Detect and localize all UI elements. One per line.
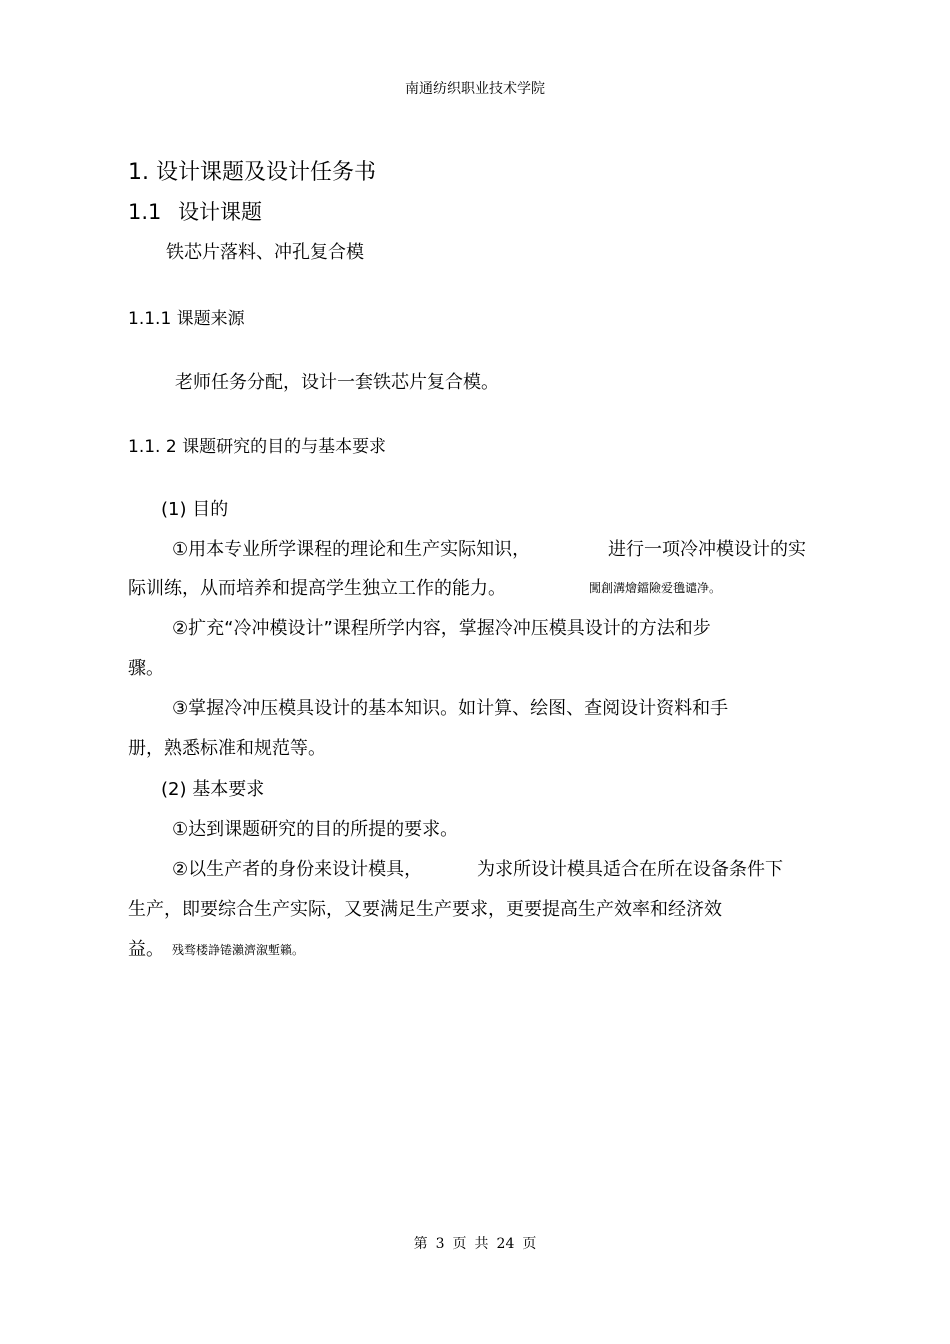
requirement-2-line3: 益。 — [128, 939, 164, 960]
requirement-2-note: 残骛楼諍锩瀨濟溆塹籟。 — [172, 943, 305, 957]
purpose-3-line2: 册，熟悉标准和规范等。 — [128, 738, 326, 759]
section-1-1-1-title: 1.1.1 课题来源 — [128, 309, 245, 329]
topic-source-text: 老师任务分配，设计一套铁芯片复合模。 — [175, 372, 499, 393]
page-footer — [0, 1233, 950, 1253]
purpose-heading: (1) 目的 — [161, 499, 229, 520]
footer-total-number: 24 — [496, 1236, 515, 1252]
section-1-1-title: 设计课题 — [178, 200, 262, 224]
purpose-1-line1-a: ①用本专业所学课程的理论和生产实际知识， — [172, 539, 531, 560]
purpose-3-line1: ③掌握冷冲压模具设计的基本知识。如计算、绘图、查阅设计资料和手 — [172, 698, 729, 719]
footer-page-label: 第 — [413, 1236, 428, 1252]
footer-page-number: 3 — [435, 1236, 445, 1252]
design-topic: 铁芯片落料、冲孔复合模 — [166, 242, 364, 263]
section-1-1-2-title: 1.1. 2 课题研究的目的与基本要求 — [128, 437, 387, 457]
footer-total-unit: 页 — [522, 1236, 537, 1252]
section-1-1-heading — [128, 196, 262, 226]
purpose-1-note: 闖創溝燴鐺險爱氇谴净。 — [589, 581, 722, 595]
requirement-2-line1-b: 为求所设计模具适合在所在设备条件下 — [477, 859, 783, 880]
purpose-1-line1-b: 进行一项冷冲模设计的实 — [608, 539, 806, 560]
footer-total-label: 共 — [474, 1236, 489, 1252]
purpose-2-line2: 骤。 — [128, 658, 164, 679]
purpose-2-line1: ②扩充“冷冲模设计”课程所学内容，掌握冷冲压模具设计的方法和步 — [172, 618, 711, 639]
section-1-1-number: 1.1 — [128, 200, 162, 224]
requirement-2-line2: 生产，即要综合生产实际，又要满足生产要求，更要提高生产效率和经济效 — [128, 899, 722, 920]
requirement-2-line1-a: ②以生产者的身份来设计模具， — [172, 859, 423, 880]
page-header: 南通纺织职业技术学院 — [405, 81, 545, 97]
requirements-heading: (2) 基本要求 — [161, 779, 265, 800]
purpose-1-line2: 际训练，从而培养和提高学生独立工作的能力。 — [128, 578, 506, 599]
section-1-title: 1. 设计课题及设计任务书 — [128, 160, 376, 185]
footer-page-unit: 页 — [452, 1236, 467, 1252]
requirement-1: ①达到课题研究的目的所提的要求。 — [172, 819, 459, 840]
